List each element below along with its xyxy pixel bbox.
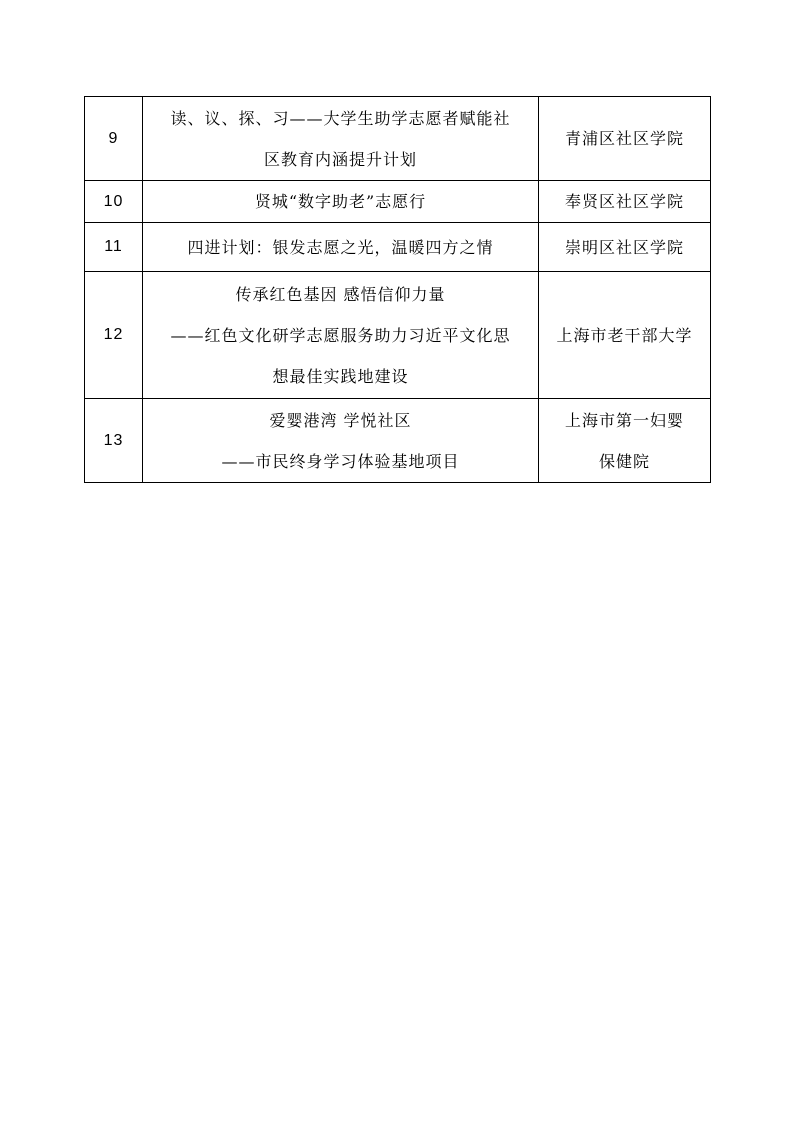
table-row <box>85 399 711 483</box>
project-name-line: 区教育内涵提升计划 <box>263 149 417 169</box>
organization <box>539 272 711 399</box>
table-row <box>85 272 711 399</box>
project-name-line: ——红色文化研学志愿服务助力习近平文化思 <box>170 325 511 345</box>
table-row <box>85 223 711 272</box>
table-row <box>85 181 711 223</box>
organization-line: 青浦区社区学院 <box>564 129 684 148</box>
organization-line: 上海市第一妇婴 <box>564 410 684 430</box>
organization-line: 上海市老干部大学 <box>556 325 693 345</box>
project-name-line: 爱婴港湾 学悦社区 <box>269 410 412 430</box>
organization <box>539 181 711 223</box>
row-number: 11 <box>85 223 143 272</box>
row-number: 12 <box>85 272 143 399</box>
project-name <box>143 181 539 223</box>
organization-line: 崇明区社区学院 <box>564 237 684 257</box>
project-name-line: 读、议、探、习——大学生助学志愿者赋能社 <box>170 108 511 128</box>
project-name <box>143 272 539 399</box>
project-name <box>143 97 539 181</box>
project-table <box>84 96 711 483</box>
organization-line: 保健院 <box>598 451 650 471</box>
organization <box>539 223 711 272</box>
table-row <box>85 97 711 181</box>
project-name <box>143 399 539 483</box>
organization <box>539 399 711 483</box>
organization-line: 奉贤区社区学院 <box>564 192 684 211</box>
project-name <box>143 223 539 272</box>
row-number: 10 <box>85 181 143 223</box>
project-name-line: ——市民终身学习体验基地项目 <box>221 451 460 471</box>
project-name-line: 想最佳实践地建设 <box>272 366 409 386</box>
project-name-line: 传承红色基因 感悟信仰力量 <box>235 284 446 304</box>
row-number: 9 <box>85 97 143 181</box>
project-name-line: 贤城“数字助老”志愿行 <box>254 192 427 211</box>
organization <box>539 97 711 181</box>
project-name-line: 四进计划：银发志愿之光，温暖四方之情 <box>187 237 494 257</box>
row-number: 13 <box>85 399 143 483</box>
